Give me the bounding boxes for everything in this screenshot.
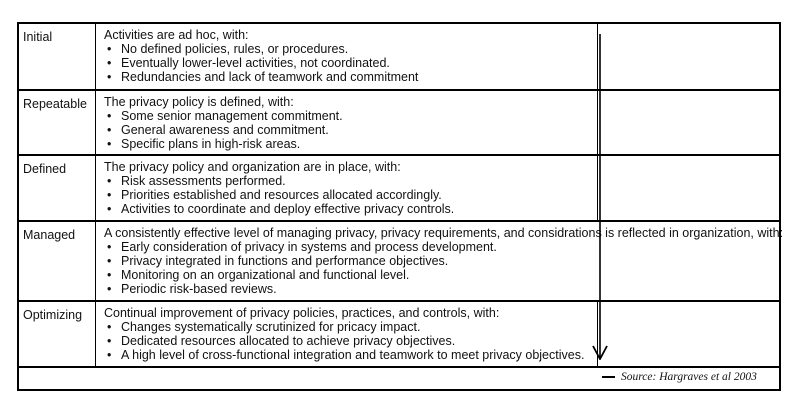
list-item: • Periodic risk-based reviews. bbox=[104, 282, 783, 296]
description-lead: Activities are ad hoc, with: bbox=[104, 28, 249, 42]
description-lead: The privacy policy and organization are in place, with: bbox=[104, 160, 401, 174]
level-label: Managed bbox=[23, 228, 76, 242]
description-lead: A consistently effective level of managing privacy, privacy requirements, and considrations is reflected in organization, with: bbox=[104, 226, 784, 240]
list-item: • Dedicated resources allocated to achieve privacy objectives. bbox=[104, 334, 584, 348]
level-description bbox=[104, 226, 783, 296]
dash-icon bbox=[602, 376, 615, 378]
source-text: Source: Hargraves et al 2003 bbox=[621, 371, 757, 383]
level-label: Defined bbox=[23, 162, 67, 176]
list-item: • Activities to coordinate and deploy effective privacy controls. bbox=[104, 202, 454, 216]
list-item: • A high level of cross-functional integration and teamwork to meet privacy objectives. bbox=[104, 348, 584, 362]
table-row-defined bbox=[19, 156, 779, 222]
level-description bbox=[104, 28, 418, 84]
description-lead: The privacy policy is defined, with: bbox=[104, 95, 294, 109]
level-label: Initial bbox=[23, 30, 53, 44]
table-row-optimizing bbox=[19, 302, 779, 368]
list-item: • No defined policies, rules, or procedures. bbox=[104, 42, 418, 56]
list-item: • General awareness and commitment. bbox=[104, 123, 343, 137]
down-arrow-icon bbox=[590, 34, 610, 360]
source-citation bbox=[602, 371, 757, 383]
level-description bbox=[104, 95, 343, 151]
table-row-managed bbox=[19, 222, 784, 302]
level-label: Repeatable bbox=[23, 97, 87, 111]
list-item: • Redundancies and lack of teamwork and commitment bbox=[104, 70, 418, 84]
list-item: • Risk assessments performed. bbox=[104, 174, 454, 188]
description-lead: Continual improvement of privacy policies, practices, and controls, with: bbox=[104, 306, 500, 320]
table-row-repeatable bbox=[19, 91, 779, 156]
list-item: • Priorities established and resources allocated accordingly. bbox=[104, 188, 454, 202]
list-item: • Eventually lower-level activities, not coordinated. bbox=[104, 56, 418, 70]
list-item: • Privacy integrated in functions and performance objectives. bbox=[104, 254, 783, 268]
list-item: • Early consideration of privacy in systems and process development. bbox=[104, 240, 783, 254]
list-item: • Some senior management commitment. bbox=[104, 109, 343, 123]
level-description bbox=[104, 160, 454, 216]
list-item: • Changes systematically scrutinized for pricacy impact. bbox=[104, 320, 584, 334]
maturity-table bbox=[17, 22, 784, 391]
table-row-initial bbox=[19, 24, 779, 91]
level-description bbox=[104, 306, 584, 362]
list-item: • Specific plans in high-risk areas. bbox=[104, 137, 343, 151]
list-item: • Monitoring on an organizational and functional level. bbox=[104, 268, 783, 282]
level-label: Optimizing bbox=[23, 308, 83, 322]
